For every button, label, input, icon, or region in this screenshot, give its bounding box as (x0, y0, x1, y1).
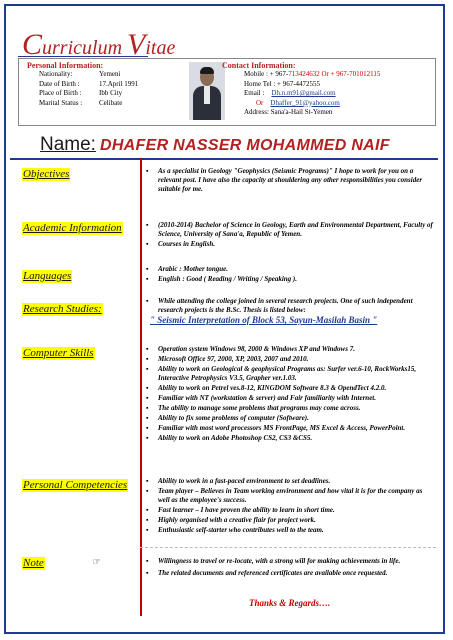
list-item: ▪ Willingness to travel or re-locate, with a strong will for making achievements in life. (146, 557, 434, 566)
list-item: ▪ Microsoft Office 97, 2000, XP, 2003, 2007 and 2010. (146, 355, 434, 364)
competencies-list (146, 477, 434, 536)
note-divider (140, 547, 436, 548)
list-item: ▪ As a specialist in Geology "Geophysics (Seismic Programs)" I hope to work for you on a relevant post. I have also the capacity at shouldering any other responsibilities you consider suitable for me. (146, 167, 434, 194)
languages-label: Languages (23, 270, 72, 282)
list-item: ▪ While attending the college joined in several research projects. One of such independent research projects is the B.Sc. Thesis is listed below: (146, 297, 434, 315)
info-box (18, 58, 436, 126)
name-label: Name: (40, 134, 96, 155)
personal-information (27, 61, 187, 108)
contact-heading: Contact Information: (222, 61, 296, 70)
email-line: Email : Dh.n.m91@gmail.com (244, 89, 336, 98)
thesis-title: " Seismic Interpretation of Block 53, Sayun-Masilah Basin " (150, 315, 378, 325)
name-line (40, 134, 390, 156)
list-item: ▪ Arabic : Mother tongue. (146, 265, 434, 274)
full-name: DHAFER NASSER MOHAMMED NAIF (99, 137, 390, 154)
list-item: ▪ Courses in English. (146, 240, 434, 249)
address-line: Address: Sana'a-Hail St-Yemen (244, 108, 333, 117)
list-item: ▪ Familiar with most word processors MS FrontPage, MS Excel & Access, PowerPoint. (146, 424, 434, 433)
name-divider (10, 158, 438, 160)
list-item: ▪ Ability to work on Adobe Photoshop CS2, CS3 &CS5. (146, 434, 434, 443)
contact-information (222, 61, 432, 117)
list-item: ▪ Highly organised with a creative flair for project work. (146, 516, 434, 525)
personal-heading: Personal Information: (27, 61, 104, 70)
title-part-2: itae (145, 37, 176, 59)
personal-row: Date of Birth : 17.April 1991 (39, 79, 139, 88)
objectives-list (146, 167, 434, 195)
list-item: ▪ (2010-2014) Bachelor of Science in Geology, Earth and Environmental Department, Faculty of Science, University of Sana'a, Republic of Yemen. (146, 221, 434, 239)
title-initial-c: C (22, 28, 43, 61)
computer-skills-list (146, 345, 434, 444)
note-label: Note (23, 557, 44, 569)
competencies-label: Personal Competencies (23, 479, 128, 491)
personal-row: Nationality: Yemeni (39, 70, 121, 79)
home-tel-line: Home Tel : + 967-4472555 (244, 79, 321, 88)
list-item: ▪ The ability to manage some problems that programs may come across. (146, 404, 434, 413)
list-item: ▪ Fast learner – I have proven the ability to learn in short time. (146, 506, 434, 515)
email-link-2[interactable]: Dhaffer_91@yahoo.com (270, 98, 340, 107)
academic-label: Academic Information (23, 222, 122, 234)
list-item: ▪ Ability to work on Petrel ves.8-12, KINGDOM Software 8.3 & OpendTect 4.2.0. (146, 384, 434, 393)
title-underline (18, 56, 148, 57)
list-item: ▪ Enthusiastic self-starter who contributes well to the team. (146, 526, 434, 535)
note-list (146, 557, 434, 579)
list-item: ▪ The related documents and referenced certificates are available once requested. (146, 569, 434, 578)
title-part-1: urriculum (42, 37, 128, 59)
computer-skills-label: Computer Skills (23, 347, 94, 359)
pointing-hand-icon: ☞ (92, 557, 101, 568)
academic-list (146, 221, 434, 250)
list-item: ▪ Familiar with NT (workstation & server) and Fair familiarity with Internet. (146, 394, 434, 403)
email-link-1[interactable]: Dh.n.m91@gmail.com (271, 89, 336, 98)
personal-row: Marital Status : Celibate (39, 98, 123, 107)
list-item: ▪ Ability to fix some problems of computer (Software). (146, 414, 434, 423)
email-line-2: Or Dhaffer_91@yahoo.com (256, 98, 340, 107)
objectives-label: Objectives (23, 168, 70, 180)
personal-row: Place of Birth : Ibb City (39, 89, 123, 98)
title-initial-v: V (127, 28, 146, 61)
research-label: Research Studies: (23, 303, 102, 315)
list-item: ▪ Operation system Windows 98, 2000 & Windows XP and Windows 7. (146, 345, 434, 354)
thanks-regards: Thanks & Regards…. (249, 598, 331, 608)
list-item: ▪ Ability to work in a fast-paced environment to set deadlines. (146, 477, 434, 486)
languages-list (146, 265, 434, 285)
list-item: ▪ Team player – Believes in Team working environment and how vital it is for the company as well as the employee's success. (146, 487, 434, 505)
research-list (146, 297, 434, 325)
list-item: ▪ English : Good ( Reading / Writing / Speaking ). (146, 275, 434, 284)
mobile-line: Mobile : + 967-713424632 Or + 967-701012115 (244, 70, 381, 79)
list-item: ▪ Ability to work on Geological & geophysical Programs as: Surfer ver.6-10, RockWorks15, Interactive Petrophysics V3.5, Grapher ver.1.03. (146, 365, 434, 383)
profile-photo (189, 62, 225, 120)
